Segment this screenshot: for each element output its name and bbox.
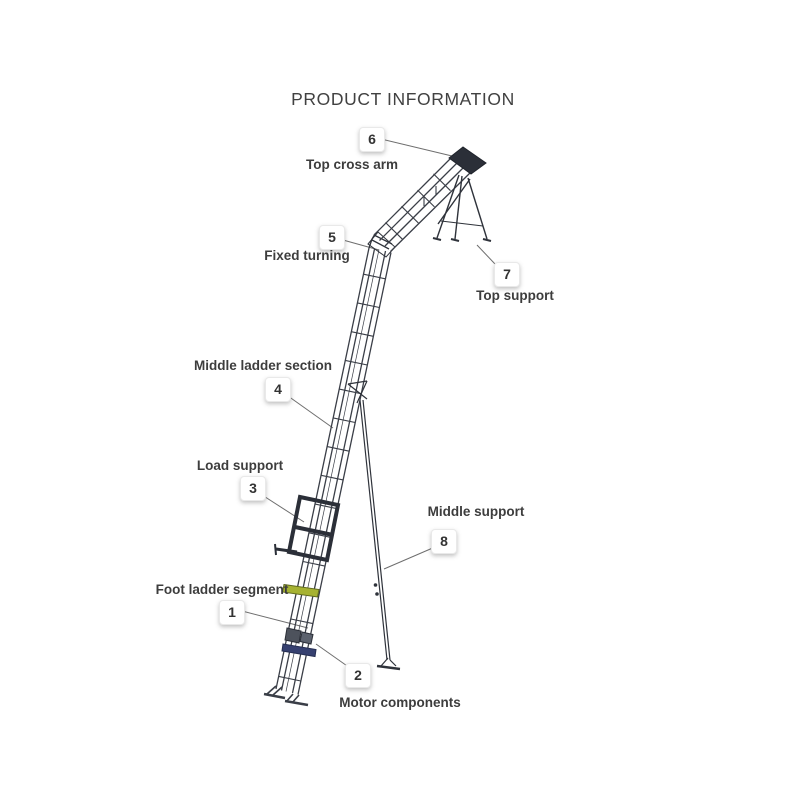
callout-badge-5: 5 (319, 225, 345, 250)
callout-badge-6: 6 (359, 127, 385, 152)
callout-badge-3: 3 (240, 476, 266, 501)
callout-badge-1: 1 (219, 600, 245, 625)
ladder-feet (264, 686, 308, 705)
callout-label-top-cross-arm: Top cross arm (305, 157, 399, 172)
callout-label-motor-components: Motor components (339, 695, 461, 710)
callout-label-top-support: Top support (476, 288, 554, 303)
callout-label-load-support: Load support (196, 458, 284, 473)
callout-badge-2: 2 (345, 663, 371, 688)
top-cross-arm-part (449, 147, 486, 174)
main-ladder (264, 248, 391, 705)
page-title: PRODUCT INFORMATION (291, 89, 515, 109)
middle-support-part (348, 381, 400, 669)
top-support-part (433, 175, 491, 241)
callout-label-middle-ladder-section: Middle ladder section (193, 358, 333, 373)
callout-label-foot-ladder-segment: Foot ladder segment (155, 582, 289, 597)
callout-label-fixed-turning: Fixed turning (264, 248, 350, 263)
ladder-rungs (279, 274, 386, 681)
callout-badge-4: 4 (265, 377, 291, 402)
callout-badge-8: 8 (431, 529, 457, 554)
callout-badge-7: 7 (494, 262, 520, 287)
callout-label-middle-support: Middle support (427, 504, 525, 519)
